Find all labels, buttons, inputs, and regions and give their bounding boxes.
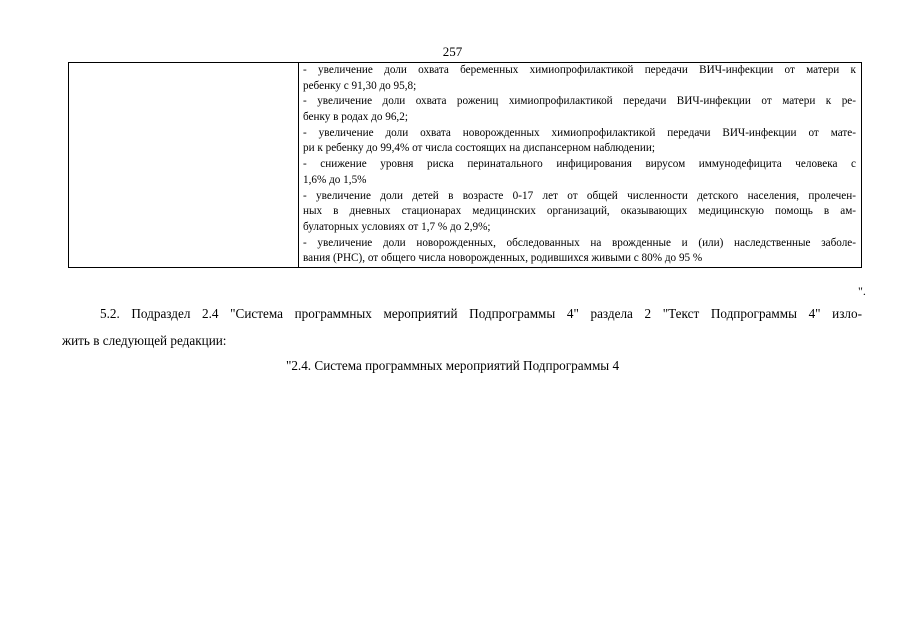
indicator-line: 1,6% до 1,5% — [303, 173, 367, 186]
paragraph-line-1: 5.2. Подраздел 2.4 "Система программных мероприятий Подпрограммы 4" раздела 2 "Текст Подпрограммы 4" изло- — [100, 306, 862, 321]
indicator-line: - увеличение доли охвата рожениц химиопрофилактикой передачи ВИЧ-инфекции от матери к ре- — [303, 95, 856, 108]
indicator-line: ребенку с 91,30 до 95,8; — [303, 79, 417, 92]
closing-quote: ". — [858, 284, 866, 298]
indicator-line: - увеличение доли детей в возрасте 0-17 лет от общей численности детского населения, пролечен- — [303, 189, 856, 202]
indicator-line: - увеличение доли охвата беременных химиопрофилактикой передачи ВИЧ-инфекции от матери к — [303, 64, 856, 76]
content-table — [68, 62, 862, 268]
table-cell-indicators — [299, 63, 862, 268]
page-number: 257 — [442, 44, 463, 59]
table-row — [69, 63, 862, 268]
indicator-line: булаторных условиях от 1,7 % до 2,9%; — [303, 220, 491, 233]
paragraph-line-2: жить в следующей редакции: — [62, 333, 227, 348]
section-heading: "2.4. Система программных мероприятий Подпрограммы 4 — [285, 358, 620, 373]
indicator-line: ных в дневных стационарах медицинских организаций, оказывающих медицинскую помощь в ам- — [303, 205, 856, 218]
indicator-line: - снижение уровня риска перинатального инфицирования вирусом иммунодефицита человека с — [303, 158, 856, 171]
indicator-line: вания (РНС), от общего числа новорожденных, родившихся живыми с 80% до 95 % — [303, 252, 703, 265]
indicator-line: ри к ребенку до 99,4% от числа состоящих на диспансерном наблюдении; — [303, 142, 655, 155]
indicator-line: - увеличение доли охвата новорожденных химиопрофилактикой передачи ВИЧ-инфекции от мате- — [303, 126, 856, 139]
table-cell-empty — [69, 63, 299, 268]
indicator-line: - увеличение доли новорожденных, обследованных на врожденные и (или) наследственные заболе- — [303, 236, 856, 249]
indicator-lines — [303, 63, 856, 267]
indicator-line: бенку в родах до 96,2; — [303, 111, 408, 124]
